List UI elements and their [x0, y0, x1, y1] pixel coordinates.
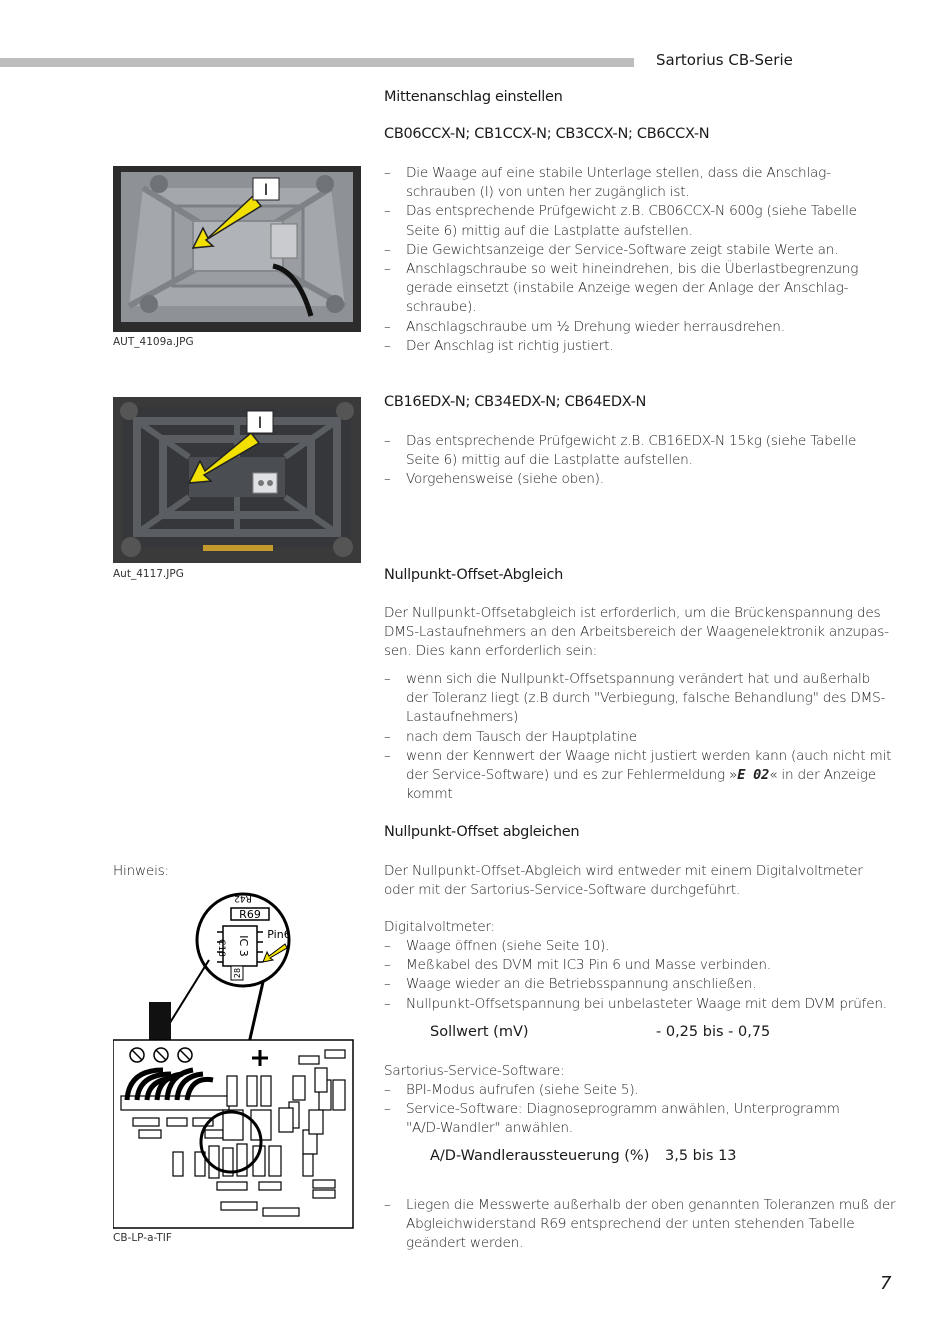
models-heading-ccx: CB06CCX-N; CB1CCX-N; CB3CCX-N; CB6CCX-N	[384, 126, 710, 142]
spec-ad-value: 3,5 bis 13	[665, 1148, 737, 1164]
list-item: – Service-Software: Diagnoseprogramm anwählen, Unterprogramm "A/D-Wandler" anwählen.	[384, 1100, 864, 1138]
photo2-caption: Aut_4117.JPG	[113, 568, 184, 580]
models-heading-edx: CB16EDX-N; CB34EDX-N; CB64EDX-N	[384, 394, 647, 410]
photo1-caption: AUT_4109a.JPG	[113, 336, 194, 348]
list-item: – Nullpunkt-Offsetspannung bei unbelasteter Waage mit dem DVM prüfen.	[384, 995, 894, 1014]
label-28: 28	[233, 967, 242, 979]
offset-intro: Der Nullpunkt-Offsetabgleich ist erforderlich, um die Brückenspannung des DMS-Lastaufnehmers an den Arbeitsbereich der Waagenelektronik anzupas-sen. Dies kann erforderlich sein:	[384, 605, 889, 660]
spec-ad-label: A/D-Wandleraussteuerung (%)	[430, 1148, 650, 1164]
section-title-offset-adjust: Nullpunkt-Offset abgleichen	[384, 824, 580, 840]
offset-conditions-list	[384, 670, 894, 804]
series-title: Sartorius CB-Serie	[656, 51, 793, 69]
offset-adjust-intro: Der Nullpunkt-Offset-Abgleich wird entweder mit einem Digitalvoltmeter oder mit der Sartorius-Service-Software durchgeführt.	[384, 863, 863, 899]
section-title-offset: Nullpunkt-Offset-Abgleich	[384, 567, 564, 583]
spec-sollwert-value: - 0,25 bis - 0,75	[656, 1024, 771, 1040]
list-item: – nach dem Tausch der Hauptplatine	[384, 728, 894, 747]
list-item: – Das entsprechende Prüfgewicht z.B. CB06CCX-N 600g (siehe Tabelle Seite 6) mittig auf die Lastplatte aufstellen.	[384, 202, 884, 240]
label-c18: C18	[216, 939, 226, 957]
list-item: – Vorgehensweise (siehe oben).	[384, 470, 884, 489]
list-item: – Liegen die Messwerte außerhalb der oben genannten Toleranzen muß der Abgleichwiderstand R69 entsprechend der unten stehenden Tabelle geändert werden.	[384, 1196, 904, 1254]
procedure-list-ccx	[384, 164, 884, 356]
list-item: – Die Gewichtsanzeige der Service-Software zeigt stabile Werte an.	[384, 241, 884, 260]
list-item: – Anschlagschraube um ½ Drehung wieder herrausdrehen.	[384, 318, 884, 337]
list-item: – Der Anschlag ist richtig justiert.	[384, 337, 884, 356]
pcb-caption: CB-LP-a-TIF	[113, 1232, 172, 1244]
list-item: – BPI-Modus aufrufen (siehe Seite 5).	[384, 1081, 864, 1100]
error-text-pre: wenn der Kennwert der Waage nicht justiert werden kann (auch nicht mit der Service-Software) und es zur Fehlermeldung »	[406, 747, 892, 784]
page-number: 7	[880, 1273, 892, 1294]
list-item: – Waage wieder an die Betriebsspannung anschließen.	[384, 975, 894, 994]
dvm-steps-list	[384, 937, 894, 1014]
spec-sollwert-label: Sollwert (mV)	[430, 1024, 529, 1040]
section-title-mittenanschlag: Mittenanschlag einstellen	[384, 89, 563, 105]
photo-scale-underside-ccx	[113, 166, 361, 332]
list-item: – Anschlagschraube so weit hineindrehen, bis die Überlastbegrenzung gerade einsetzt (instabile Anzeige wegen der Anlage der Anschlag-schraube).	[384, 260, 884, 318]
list-item: – Das entsprechende Prüfgewicht z.B. CB16EDX-N 15kg (siehe Tabelle Seite 6) mittig auf die Lastplatte aufstellen.	[384, 432, 884, 470]
label-r69: R69	[239, 908, 261, 921]
list-item: – wenn sich die Nullpunkt-Offsetspannung verändert hat und außerhalb der Toleranz liegt (z.B durch "Verbiegung, falsche Behandlung" des DMS-Lastaufnehmers)	[384, 670, 894, 728]
list-item: – Die Waage auf eine stabile Unterlage stellen, dass die Anschlag-schrauben (I) von unten her zugänglich ist.	[384, 164, 884, 202]
error-code: E 02	[737, 767, 770, 784]
software-label: Sartorius-Service-Software:	[384, 1063, 565, 1079]
list-item	[384, 747, 894, 805]
label-ic3: IC 3	[237, 935, 250, 957]
photo2-marker: I	[257, 413, 263, 432]
procedure-list-edx	[384, 432, 884, 490]
final-note-list	[384, 1196, 904, 1254]
list-item: – Meßkabel des DVM mit IC3 Pin 6 und Masse verbinden.	[384, 956, 894, 975]
hint-label: Hinweis:	[113, 863, 169, 879]
photo1-marker: I	[263, 180, 269, 199]
label-r42: R42	[234, 893, 252, 903]
list-item: – Waage öffnen (siehe Seite 10).	[384, 937, 894, 956]
label-pin6: Pin6	[267, 928, 291, 941]
software-steps-list	[384, 1081, 864, 1139]
error-text-post: « in der Anzeige kommt	[406, 767, 876, 803]
header-rule	[0, 58, 634, 67]
photo-scale-underside-edx	[113, 397, 361, 563]
dvm-label: Digitalvoltmeter:	[384, 919, 495, 935]
pcb-diagram	[113, 890, 363, 1230]
